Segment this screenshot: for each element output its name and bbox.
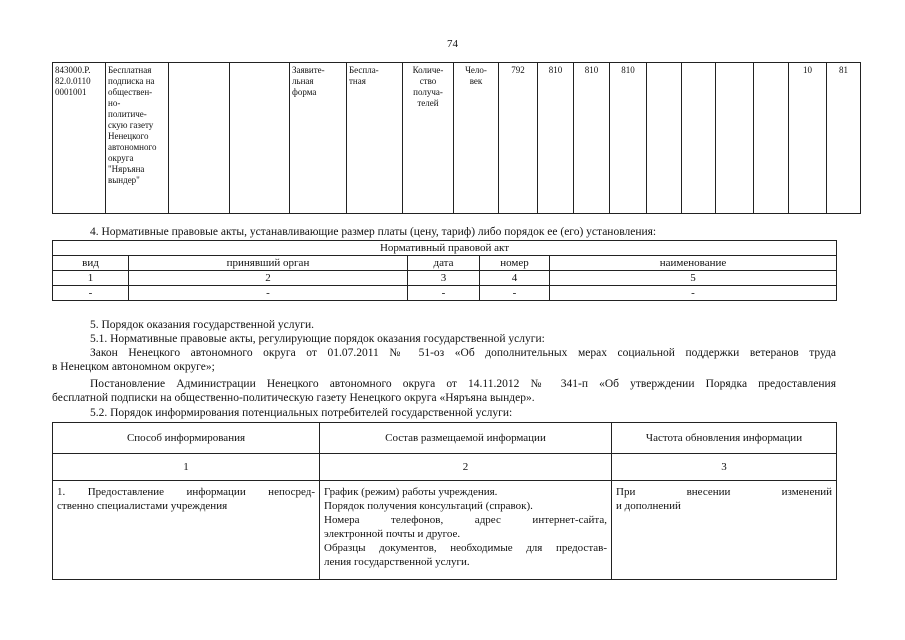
law-reference-1: Закон Ненецкого автономного округа от 01.07.2011 № 51-оз «Об дополнительных мерах социальной поддержки ветеранов труда в Ненецком автономном округе»; [52,347,836,373]
empty-cell [230,63,290,214]
column-header: принявший орган [129,256,408,271]
indicator-cell: Количе- ство получа- телей [403,63,454,214]
column-header: Способ информирования [53,423,320,454]
table-row: - - - - - [53,286,837,301]
table-number-row: 1 2 3 [53,454,837,481]
service-code-cell: 843000.P. 82.0.0110 0001001 [53,63,106,214]
table-number-row: 1 2 3 4 5 [53,271,837,286]
column-header: наименование [550,256,837,271]
legal-acts-table [52,240,837,301]
service-name-cell: Бесплатная подписка на обществен- но- политиче- скую газету Ненецкого автономного округа "Няръяна вындер" [106,63,169,214]
value-cell: 810 [574,63,610,214]
table-header-row [53,423,837,454]
informing-content-cell: График (режим) работы учреждения. Порядок получения консультаций (справок). Номера телефонов, адрес интернет-сайта, электронной почты и другое. Образцы документов, необходимые для предостав- ления государственной услуги. [320,481,612,580]
column-header: дата [408,256,480,271]
empty-cell [169,63,230,214]
informing-table [52,422,837,580]
value-cell: 810 [610,63,647,214]
service-form-cell: Заявите- льная форма [290,63,347,214]
empty-cell [716,63,754,214]
column-header: вид [53,256,129,271]
legal-acts-table-title: Нормативный правовой акт [53,241,837,256]
informing-method-cell: 1. Предоставление информации непосред- ственно специалистами учреждения [53,481,320,580]
empty-cell [647,63,682,214]
service-indicators-table [52,62,861,214]
table-row [53,481,837,580]
value-cell: 810 [538,63,574,214]
empty-cell [682,63,716,214]
law-reference-2: Постановление Администрации Ненецкого автономного округа от 14.11.2012 № 341-п «Об утверждении Порядка предоставления бесплатной подписки на общественно-политическую газету Ненецкого округа «Няръяна вындер». [52,378,836,404]
empty-cell [754,63,789,214]
update-frequency-cell: При внесении изменений и дополнений [612,481,837,580]
section-4-heading: 4. Нормативные правовые акты, устанавливающие размер платы (цену, тариф) либо порядок ее (его) установления: [90,226,657,238]
service-row [53,63,861,214]
column-header: номер [480,256,550,271]
unit-cell: Чело- век [454,63,499,214]
value-cell: 81 [827,63,861,214]
page-number: 74 [447,38,458,50]
section-5-1-heading: 5.1. Нормативные правовые акты, регулирующие порядок оказания государственной услуги: [90,333,545,345]
value-cell: 10 [789,63,827,214]
column-header: Частота обновления информации [612,423,837,454]
section-5-heading: 5. Порядок оказания государственной услуги. [90,319,314,331]
unit-code-cell: 792 [499,63,538,214]
section-5-2-heading: 5.2. Порядок информирования потенциальных потребителей государственной услуги: [90,407,513,419]
table-header-row [53,256,837,271]
payment-cell: Беспла- тная [347,63,403,214]
column-header: Состав размещаемой информации [320,423,612,454]
